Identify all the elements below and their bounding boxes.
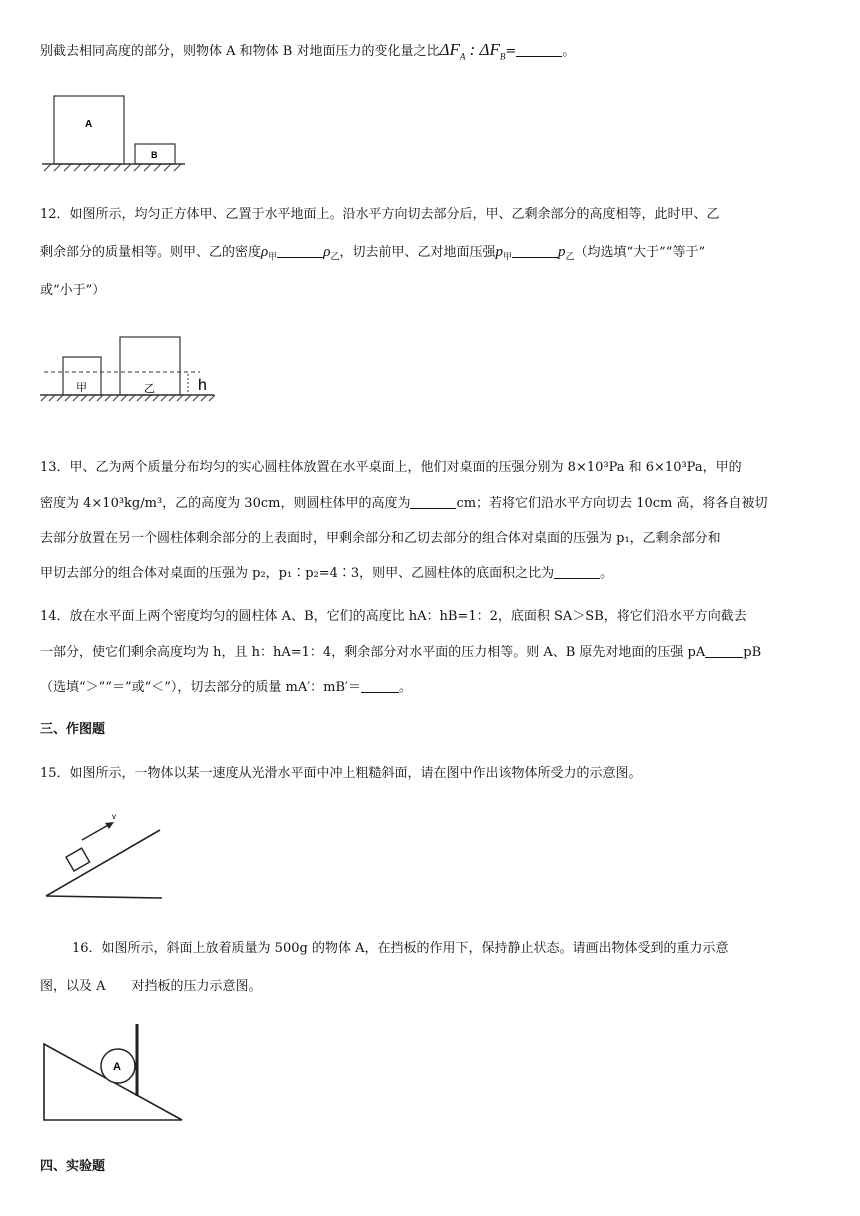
label-a: A (85, 119, 93, 130)
answer-blank[interactable] (705, 645, 743, 658)
answer-blank[interactable] (554, 566, 600, 579)
q16-line2: 图，以及 A 对挡板的压力示意图。 (40, 979, 262, 994)
q13-line2: 密度为 4×10³kg/m³，乙的高度为 30cm，则圆柱体甲的高度为 cm；若将它们沿水平方向切去 10cm 高，将各自被切 (40, 496, 768, 511)
q15-figure (44, 810, 174, 902)
label-a: A (113, 1061, 121, 1073)
q12-line2: 剩余部分的质量相等。则甲、乙的密度$\rho_甲$ $\rho_乙$，切去前甲、乙对地面压强$p_甲$ $p_乙$（均选填“大于”“等于” (40, 244, 706, 263)
q12-line1: 12．如图所示，均匀正方体甲、乙置于水平地面上。沿水平方向切去部分后，甲、乙剩余部分的高度相等，此时甲、乙 (40, 207, 720, 222)
q14-line1: 14．放在水平面上两个密度均匀的圆柱体 A、B，它们的高度比 hA：hB=1：2，底面积 SA＞SB，将它们沿水平方向截去 (40, 609, 747, 624)
q12-line3: 或“小于”） (40, 283, 106, 298)
q12-figure (38, 334, 218, 406)
q15-text: 15．如图所示，一物体以某一速度从光滑水平面中冲上粗糙斜面，请在图中作出该物体所受力的示意图。 (40, 766, 642, 781)
q13-line3: 去部分放置在另一个圆柱体剩余部分的上表面时，甲剩余部分和乙切去部分的组合体对桌面的压强为 p₁，乙剩余部分和 (40, 531, 721, 546)
q11-text: 别截去相同高度的部分，则物体 A 和物体 B 对地面压力的变化量之比$\Delta F_A$ : $\Delta F_B=$ 。 (40, 40, 576, 62)
answer-blank[interactable] (361, 680, 399, 693)
q16-figure (42, 1024, 187, 1124)
label-h: h (198, 377, 207, 394)
label-jia: 甲 (76, 381, 87, 394)
answer-blank[interactable] (516, 44, 562, 57)
q14-line2: 一部分，使它们剩余高度均为 h，且 h：hA=1：4，剩余部分对水平面的压力相等。则 A、B 原先对地面的压强 pA pB (40, 645, 762, 660)
q11-figure (40, 92, 190, 172)
answer-blank[interactable] (277, 245, 323, 258)
section-title: 四、实验题 (40, 1159, 106, 1174)
section-title: 三、作图题 (40, 722, 106, 737)
label-yi: 乙 (144, 382, 155, 395)
q14-line3: （选填“＞”“＝”或“＜”），切去部分的质量 mA′：mB′＝ 。 (40, 680, 413, 695)
answer-blank[interactable] (410, 496, 456, 509)
q13-line4: 甲切去部分的组合体对桌面的压强为 p₂，p₁∶p₂=4∶3，则甲、乙圆柱体的底面积之比为 。 (40, 566, 614, 581)
answer-blank[interactable] (512, 245, 558, 258)
q13-line1: 13．甲、乙为两个质量分布均匀的实心圆柱体放置在水平桌面上，他们对桌面的压强分别为 8×10³Pa 和 6×10³Pa，甲的 (40, 460, 742, 475)
q16-line1: 16．如图所示，斜面上放着质量为 500g 的物体 A，在挡板的作用下，保持静止状态。请画出物体受到的重力示意 (72, 941, 729, 956)
label-v: v (112, 812, 116, 821)
label-b: B (151, 150, 158, 160)
